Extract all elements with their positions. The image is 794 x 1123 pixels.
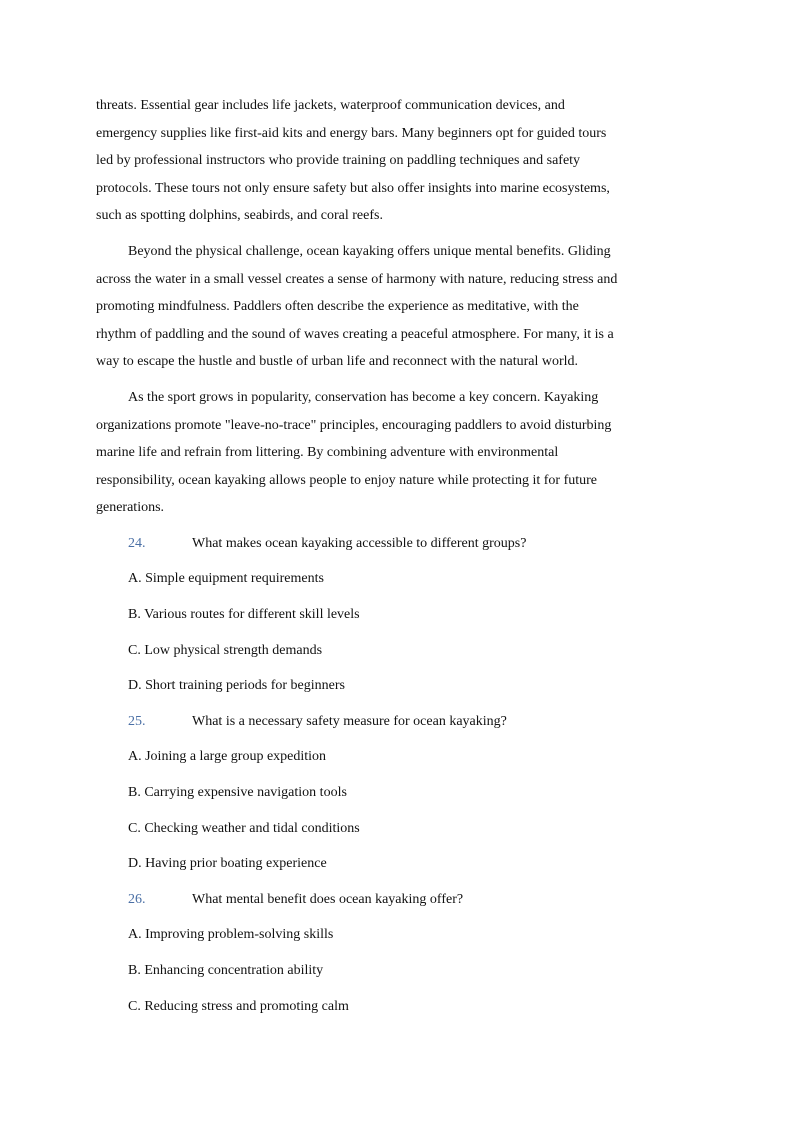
paragraph-line: promoting mindfulness. Paddlers often describe the experience as meditative, with the bbox=[96, 299, 579, 315]
paragraph-line: emergency supplies like first-aid kits and energy bars. Many beginners opt for guided tours bbox=[96, 125, 607, 141]
paragraph-line: protocols. These tours not only ensure safety but also offer insights into marine ecosystems, bbox=[96, 180, 610, 196]
paragraph-line: way to escape the hustle and bustle of urban life and reconnect with the natural world. bbox=[96, 354, 579, 370]
passage-paragraph-3 bbox=[96, 384, 694, 522]
question-text: What is a necessary safety measure for ocean kayaking? bbox=[192, 714, 507, 729]
option-26-b[interactable]: B. Enhancing concentration ability bbox=[128, 963, 324, 978]
option-25-b[interactable]: B. Carrying expensive navigation tools bbox=[128, 785, 347, 800]
question-number: 25. bbox=[128, 714, 146, 729]
question-24 bbox=[128, 534, 526, 554]
question-number: 26. bbox=[128, 892, 146, 907]
option-24-a[interactable]: A. Simple equipment requirements bbox=[128, 571, 324, 586]
passage-paragraph-2 bbox=[96, 238, 694, 376]
paragraph-line: marine life and refrain from littering. By combining adventure with environmental bbox=[96, 445, 559, 461]
question-text: What makes ocean kayaking accessible to different groups? bbox=[192, 536, 527, 551]
paragraph-line: threats. Essential gear includes life jackets, waterproof communication devices, and bbox=[96, 98, 565, 113]
paragraph-line: such as spotting dolphins, seabirds, and coral reefs. bbox=[96, 208, 383, 224]
question-text: What mental benefit does ocean kayaking offer? bbox=[192, 892, 464, 907]
paragraph-line: Beyond the physical challenge, ocean kayaking offers unique mental benefits. Gliding bbox=[128, 244, 611, 259]
passage-paragraph-1 bbox=[96, 92, 694, 230]
question-25 bbox=[128, 712, 507, 732]
question-26 bbox=[128, 890, 463, 910]
paragraph-line: As the sport grows in popularity, conservation has become a key concern. Kayaking bbox=[128, 390, 599, 405]
paragraph-line: organizations promote "leave-no-trace" principles, encouraging paddlers to avoid disturbing bbox=[96, 417, 612, 433]
option-25-a[interactable]: A. Joining a large group expedition bbox=[128, 749, 327, 764]
paragraph-line: led by professional instructors who provide training on paddling techniques and safety bbox=[96, 153, 581, 169]
paragraph-line: generations. bbox=[96, 500, 165, 516]
paragraph-line: responsibility, ocean kayaking allows people to enjoy nature while protecting it for future bbox=[96, 472, 598, 488]
paragraph-line: across the water in a small vessel creates a sense of harmony with nature, reducing stress and bbox=[96, 271, 618, 287]
option-24-b[interactable]: B. Various routes for different skill levels bbox=[128, 607, 360, 622]
question-number: 24. bbox=[128, 536, 146, 551]
option-24-c[interactable]: C. Low physical strength demands bbox=[128, 643, 323, 658]
paragraph-line: rhythm of paddling and the sound of waves creating a peaceful atmosphere. For many, it is a bbox=[96, 326, 614, 342]
option-26-a[interactable]: A. Improving problem-solving skills bbox=[128, 927, 334, 942]
option-24-d[interactable]: D. Short training periods for beginners bbox=[128, 678, 345, 693]
option-25-c[interactable]: C. Checking weather and tidal conditions bbox=[128, 821, 360, 836]
option-26-c[interactable]: C. Reducing stress and promoting calm bbox=[128, 999, 349, 1014]
option-25-d[interactable]: D. Having prior boating experience bbox=[128, 856, 327, 871]
